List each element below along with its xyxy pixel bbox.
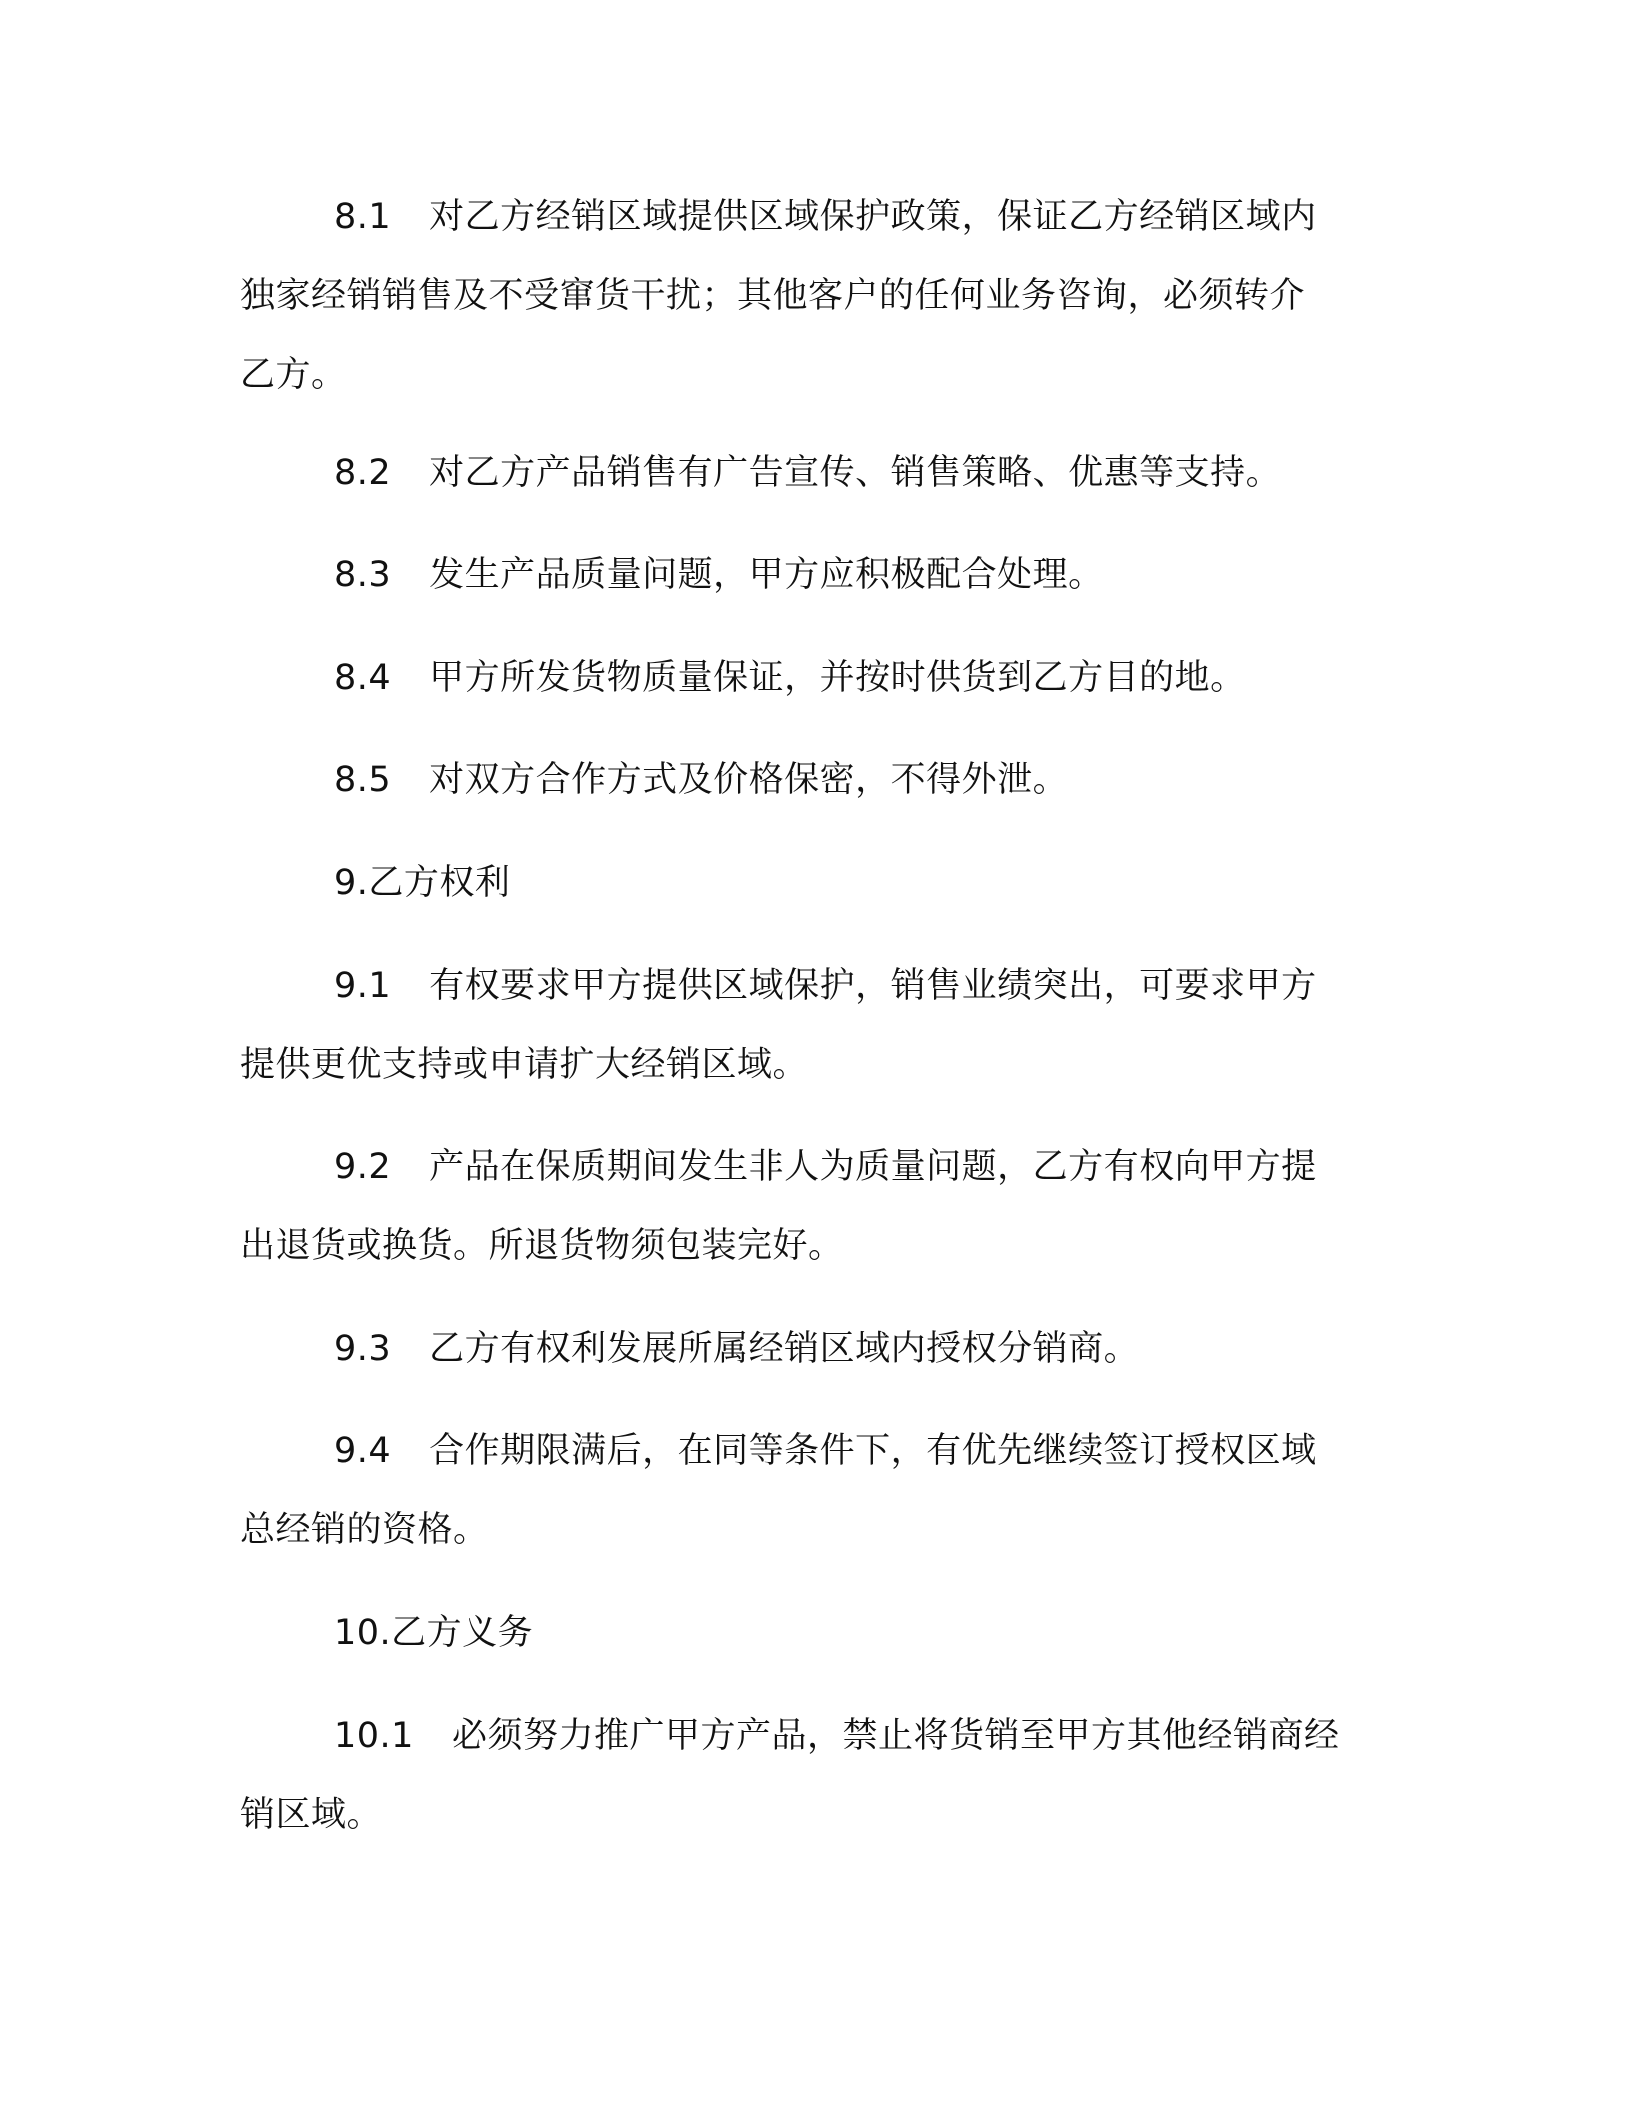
clause-number: 8.1: [334, 197, 392, 237]
heading-text: 9.乙方权利: [334, 863, 511, 903]
clause-number: 8.5: [334, 760, 392, 800]
clause-number: 9.2: [334, 1147, 392, 1187]
clause-number: 9.4: [334, 1431, 392, 1471]
paragraph-10-1: [240, 1697, 1400, 1855]
clause-number: 9.3: [334, 1329, 392, 1369]
paragraph-8-4: [240, 639, 1375, 718]
section-heading-9: [240, 844, 1375, 923]
clause-number: 10.1: [334, 1716, 414, 1756]
paragraph-text: 甲方所发货物质量保证，并按时供货到乙方目的地。: [429, 658, 1246, 698]
paragraph-text: 独家经销销售及不受窜货干扰；其他客户的任何业务咨询，必须转介: [240, 276, 1306, 316]
section-heading-10: [240, 1594, 1375, 1673]
paragraph-8-5: [240, 741, 1375, 820]
paragraph-9-1: [240, 947, 1375, 1105]
paragraph-text: 产品在保质期间发生非人为质量问题，乙方有权向甲方提: [429, 1147, 1317, 1187]
paragraph-text: 乙方有权利发展所属经销区域内授权分销商。: [429, 1329, 1140, 1369]
paragraph-text: 销区域。: [240, 1795, 383, 1835]
paragraph-text: 有权要求甲方提供区域保护，销售业绩突出，可要求甲方: [429, 966, 1317, 1006]
clause-number: 8.4: [334, 658, 392, 698]
paragraph-9-2: [240, 1128, 1375, 1286]
paragraph-8-2: [240, 434, 1375, 513]
paragraph-8-3: [240, 536, 1375, 615]
paragraph-text: 提供更优支持或申请扩大经销区域。: [240, 1045, 809, 1085]
paragraph-text: 必须努力推广甲方产品，禁止将货销至甲方其他经销商经: [451, 1716, 1340, 1756]
paragraph-text: 对乙方经销区域提供区域保护政策，保证乙方经销区域内: [429, 197, 1317, 237]
paragraph-text: 对双方合作方式及价格保密，不得外泄。: [429, 760, 1069, 800]
paragraph-text: 出退货或换货。所退货物须包装完好。: [240, 1226, 844, 1266]
clause-number: 8.3: [334, 555, 392, 595]
paragraph-9-3: [240, 1310, 1375, 1389]
heading-text: 10.乙方义务: [334, 1613, 534, 1653]
paragraph-text: 发生产品质量问题，甲方应积极配合处理。: [429, 555, 1104, 595]
paragraph-text: 乙方。: [240, 355, 347, 395]
paragraph-8-1: [240, 178, 1375, 415]
paragraph-9-4: [240, 1412, 1375, 1570]
paragraph-text: 对乙方产品销售有广告宣传、销售策略、优惠等支持。: [429, 453, 1282, 493]
paragraph-text: 合作期限满后，在同等条件下，有优先继续签订授权区域: [429, 1431, 1317, 1471]
paragraph-text: 总经销的资格。: [240, 1510, 489, 1550]
clause-number: 9.1: [334, 966, 392, 1006]
clause-number: 8.2: [334, 453, 392, 493]
